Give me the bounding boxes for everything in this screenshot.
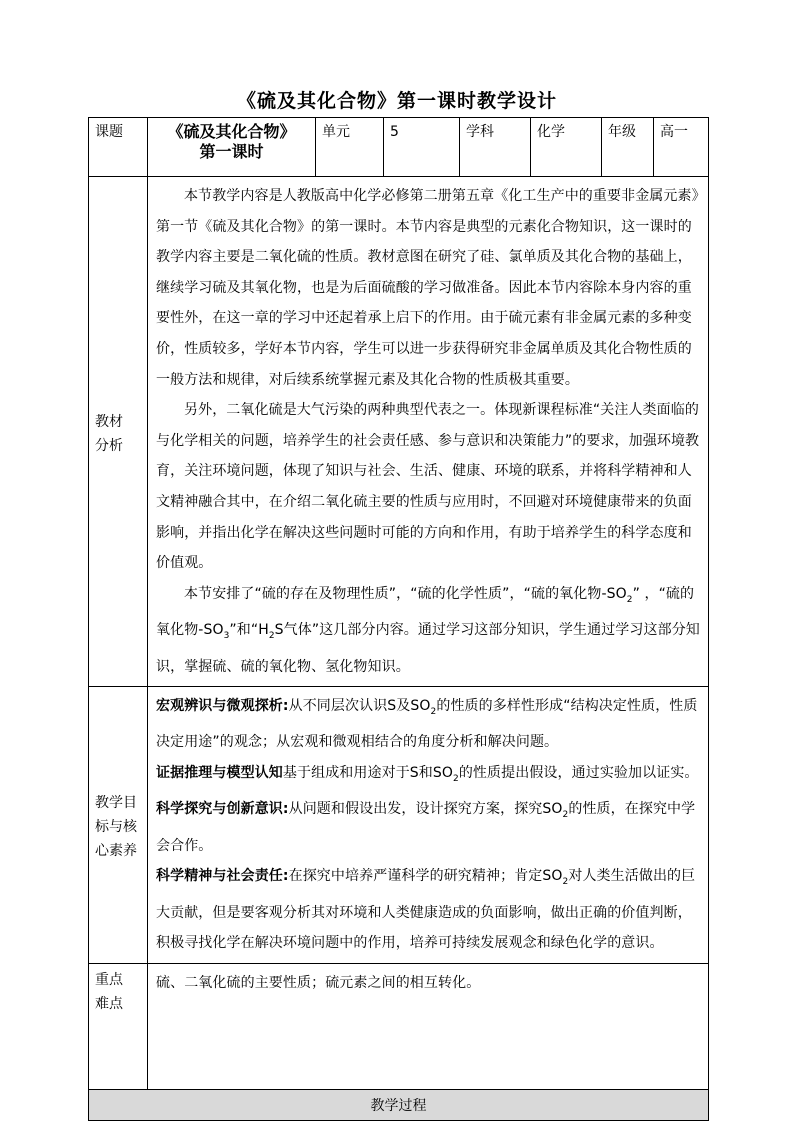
goals-content	[148, 687, 709, 964]
analysis-p3-part-d: S气体”这几部分内容。通过学习这部分知识，学生通过学习这部分知识，掌握硫、硫的氧化物、氢化物知识。	[156, 622, 700, 675]
topic-line2: 第一课时	[199, 142, 264, 161]
lesson-plan-table	[88, 117, 709, 1121]
unit-value: 5	[384, 118, 460, 177]
goals-label-line1: 教学目	[95, 795, 137, 812]
header-row	[89, 118, 709, 177]
analysis-label-line2: 分析	[95, 437, 123, 454]
goal-3-heading: 科学探究与创新意识:	[156, 801, 289, 818]
goal-3	[156, 794, 702, 861]
keypoints-content	[148, 964, 709, 1090]
analysis-paragraph-3	[156, 579, 702, 682]
keypoints-row	[89, 964, 709, 1090]
grade-label: 年级	[602, 118, 654, 177]
analysis-p3-sub-2: 3	[223, 630, 230, 641]
analysis-p3-sub-1: 2	[626, 594, 633, 605]
goal-4	[156, 861, 702, 959]
goal-3-sub: 2	[562, 810, 569, 821]
goal-2-text-b: 的性质提出假设，通过实验加以证实。	[458, 765, 699, 782]
goal-4-text-b: 对人类生活做出的巨大贡献，但是要客观分析其对环境和人类健康造成的负面影响，做出正确的价值判断，积极寻找化学在解决环境问题中的作用，培养可持续发展观念和绿色化学的意识。	[156, 868, 696, 952]
analysis-label-line1: 教材	[95, 413, 123, 430]
process-header: 教学过程	[89, 1090, 709, 1121]
unit-label: 单元	[316, 118, 384, 177]
subject-value: 化学	[531, 118, 602, 177]
goal-3-text-b: 的性质，在探究中学会合作。	[156, 801, 696, 854]
analysis-paragraph-2: 另外，二氧化硫是大气污染的两种典型代表之一。体现新课程标准“关注人类面临的与化学相关的问题，培养学生的社会责任感、参与意识和决策能力”的要求，加强环境教育，关注环境问题，体现了知识与社会、生活、健康、环境的联系，并将科学精神和人文精神融合其中，在介绍二氧化硫主要的性质与应用时，不回避对环境健康带来的负面影响，并指出化学在解决这些问题时可能的方向和作用，有助于培养学生的科学态度和价值观。	[156, 402, 700, 572]
analysis-row	[89, 177, 709, 687]
keypoints-label	[89, 964, 148, 1090]
analysis-label	[89, 177, 148, 687]
goals-label	[89, 687, 148, 964]
topic-value	[148, 118, 316, 177]
document-title: 《硫及其化合物》第一课时教学设计	[236, 90, 557, 112]
analysis-p3-part-b: ” ，“硫的氧化物-SO	[156, 585, 695, 639]
subject-label: 学科	[460, 118, 531, 177]
analysis-p3-sub-3: 2	[268, 630, 275, 641]
keypoints-text: 硫、二氧化硫的主要性质；硫元素之间的相互转化。	[156, 975, 481, 992]
analysis-p3-part-c: ”和“H	[229, 622, 269, 639]
goal-4-heading: 科学精神与社会责任:	[156, 868, 289, 885]
goal-4-text-a: 在探究中培养严谨科学的研究精神；肯定SO	[288, 868, 563, 885]
goals-row	[89, 687, 709, 964]
goal-1-text-a: 从不同层次认识S及SO	[288, 698, 431, 715]
analysis-p3-part-a: 本节安排了“硫的存在及物理性质”，“硫的化学性质”，“硫的氧化物-SO	[184, 585, 627, 602]
goal-2-text-a: 基于组成和用途对于S和SO	[282, 765, 453, 782]
topic-label: 课题	[89, 118, 148, 177]
goal-1-text-b: 的性质的多样性形成“结构决定性质，性质决定用途”的观念；从宏观和微观相结合的角度分析和解决问题。	[156, 698, 698, 751]
goal-2-sub: 2	[453, 773, 459, 784]
goal-3-text-a: 从问题和假设出发，设计探究方案，探究SO	[288, 801, 563, 818]
goal-1	[156, 691, 702, 758]
analysis-content	[148, 177, 709, 687]
process-row	[89, 1090, 709, 1121]
goal-4-sub: 2	[562, 877, 569, 888]
goal-1-sub: 2	[430, 706, 437, 717]
grade-value: 高一	[654, 118, 709, 177]
goal-2-heading: 证据推理与模型认知	[156, 765, 283, 782]
goals-label-line2: 标与核	[95, 819, 137, 836]
goal-1-heading: 宏观辨识与微观探析:	[156, 698, 289, 715]
goals-label-line3: 心素养	[95, 843, 137, 860]
keypoints-label-line2: 难点	[95, 996, 123, 1013]
analysis-paragraph-1: 本节教学内容是人教版高中化学必修第二册第五章《化工生产中的重要非金属元素》第一节《硫及其化合物》的第一课时。本节内容是典型的元素化合物知识，这一课时的教学内容主要是二氧化硫的性质。教材意图在研究了硅、氯单质及其化合物的基础上，继续学习硫及其氧化物，也是为后面硫酸的学习做准备。因此本节内容除本身内容的重要性外，在这一章的学习中还起着承上启下的作用。由于硫元素有非金属元素的多种变价，性质较多，学好本节内容，学生可以进一步获得研究非金属单质及其化合物性质的一般方法和规律，对后续系统掌握元素及其化合物的性质极其重要。	[156, 188, 699, 388]
topic-line1: 《硫及其化合物》	[167, 122, 296, 141]
keypoints-label-line1: 重点	[95, 972, 123, 989]
goal-2	[156, 758, 702, 794]
